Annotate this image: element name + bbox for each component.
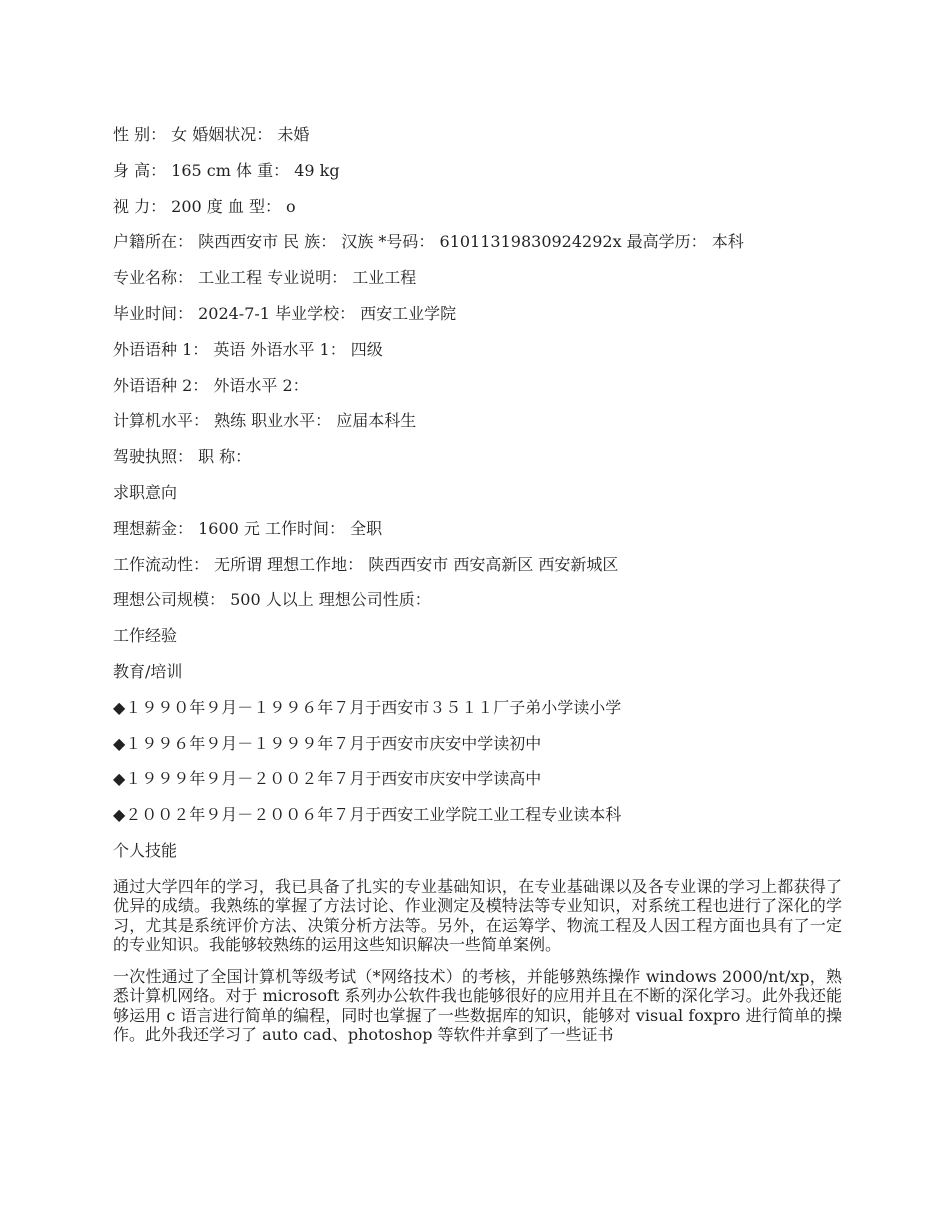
education-item: ◆１９９０年９月－１９９６年７月于西安市３５１１厂子弟小学读小学 (113, 697, 622, 717)
job-intention-heading: 求职意向 (113, 482, 178, 502)
vision-blood-line: 视 力： 200 度 血 型： o (113, 196, 296, 216)
salary-worktime-line: 理想薪金： 1600 元 工作时间： 全职 (113, 518, 383, 538)
gender-marital-line: 性 别： 女 婚姻状况： 未婚 (113, 125, 310, 144)
company-size-line: 理想公司规模： 500 人以上 理想公司性质： (113, 590, 431, 610)
education-item: ◆１９９６年９月－１９９９年７月于西安市庆安中学读初中 (113, 733, 542, 753)
language-2-line: 外语语种 2： 外语水平 2： (113, 375, 309, 395)
license-title-line: 驾驶执照： 职 称： (113, 447, 252, 467)
skills-paragraph-professional: 通过大学四年的学习，我已具备了扎实的专业基础知识，在专业基础课以及各专业课的学习上都获得了优异的成绩。我熟练的掌握了方法讨论、作业测定及模特法等专业知识，对系统工程也进行了深化的学习，尤其是系统评价方法、决策分析方法等。另外，在运筹学、物流工程及人因工程方面也具有了一定的专业知识。我能够较熟练的运用这些知识解决一些简单案例。 (113, 876, 842, 955)
mobility-location-line: 工作流动性： 无所谓 理想工作地： 陕西西安市 西安高新区 西安新城区 (113, 554, 619, 574)
education-heading: 教育/培训 (113, 661, 183, 681)
language-1-line: 外语语种 1： 英语 外语水平 1： 四级 (113, 339, 383, 359)
skills-paragraph-computer: 一次性通过了全国计算机等级考试（*网络技术）的考核，并能够熟练操作 windows 2000/nt/xp，熟悉计算机网络。对于 microsoft 系列办公软件我也能够很好的应用并且在不断的深化学习。此外我还能够运用 c 语言进行简单的编程，同时也掌握了一些数据库的知识，能够对 visual foxpro 进行简单的操作。此外我还学习了 auto cad、photoshop 等软件并拿到了一些证书 (113, 966, 842, 1045)
work-experience-heading: 工作经验 (113, 626, 178, 646)
household-id-education-line: 户籍所在： 陕西西安市 民 族： 汉族 *号码： 61011319830924292x 最高学历： 本科 (113, 232, 744, 252)
education-item: ◆２００２年９月－２００６年７月于西安工业学院工业工程专业读本科 (113, 805, 622, 825)
major-line: 专业名称： 工业工程 专业说明： 工业工程 (113, 268, 417, 288)
computer-level-line: 计算机水平： 熟练 职业水平： 应届本科生 (113, 411, 417, 431)
skills-heading: 个人技能 (113, 840, 178, 860)
graduation-line: 毕业时间： 2024-7-1 毕业学校： 西安工业学院 (113, 303, 457, 323)
education-item: ◆１９９９年９月－２００２年７月于西安市庆安中学读高中 (113, 769, 542, 789)
height-weight-line: 身 高： 165 cm 体 重： 49 kg (113, 160, 340, 180)
